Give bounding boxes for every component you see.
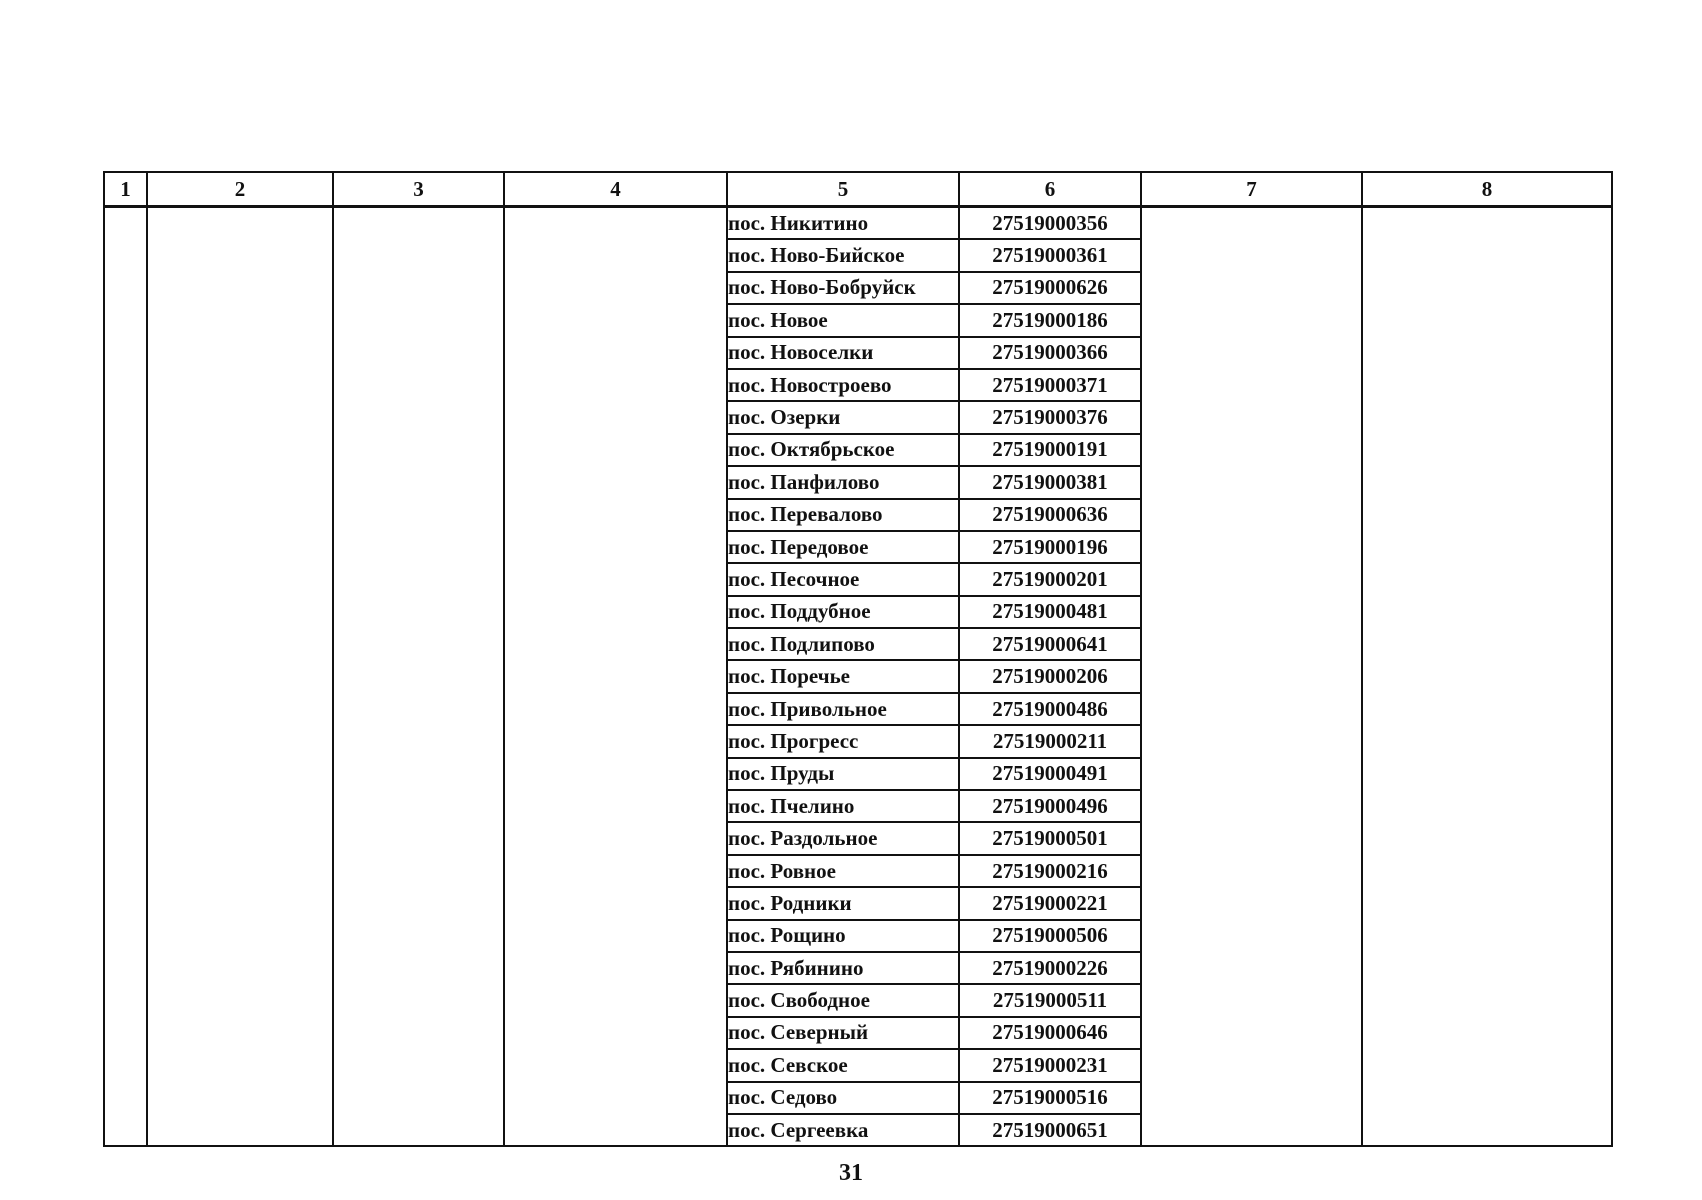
empty-column-7-cell [1141, 207, 1362, 1147]
settlement-name-cell: пос. Поддубное [727, 596, 959, 628]
column-header-8: 8 [1362, 172, 1612, 207]
page-number: 31 [839, 1160, 863, 1186]
settlement-name-cell: пос. Панфилово [727, 466, 959, 498]
settlement-name-cell: пос. Пчелино [727, 790, 959, 822]
header-row [104, 172, 1612, 207]
settlement-name-cell: пос. Новоселки [727, 337, 959, 369]
table-body [104, 207, 1612, 1147]
settlement-name-cell: пос. Новостроево [727, 369, 959, 401]
settlement-name-cell: пос. Ново-Бийское [727, 239, 959, 271]
settlement-name-cell: пос. Свободное [727, 984, 959, 1016]
settlement-name-cell: пос. Ново-Бобруйск [727, 272, 959, 304]
empty-column-2-cell [147, 207, 333, 1147]
oktmo-code-cell: 27519000216 [959, 855, 1141, 887]
oktmo-code-cell: 27519000381 [959, 466, 1141, 498]
settlement-name-cell: пос. Подлипово [727, 628, 959, 660]
settlement-name-cell: пос. Раздольное [727, 822, 959, 854]
oktmo-code-cell: 27519000376 [959, 401, 1141, 433]
settlement-name-cell: пос. Седово [727, 1082, 959, 1114]
settlement-name-cell: пос. Привольное [727, 693, 959, 725]
oktmo-code-cell: 27519000211 [959, 725, 1141, 757]
table-row [104, 207, 1612, 240]
oktmo-code-cell: 27519000226 [959, 952, 1141, 984]
column-header-2: 2 [147, 172, 333, 207]
oktmo-code-cell: 27519000201 [959, 563, 1141, 595]
empty-column-8-cell [1362, 207, 1612, 1147]
oktmo-code-cell: 27519000186 [959, 304, 1141, 336]
column-header-7: 7 [1141, 172, 1362, 207]
column-header-1: 1 [104, 172, 147, 207]
settlement-name-cell: пос. Передовое [727, 531, 959, 563]
settlements-table [103, 171, 1613, 1147]
column-header-3: 3 [333, 172, 504, 207]
empty-column-4-cell [504, 207, 727, 1147]
oktmo-code-cell: 27519000626 [959, 272, 1141, 304]
oktmo-code-cell: 27519000486 [959, 693, 1141, 725]
oktmo-code-cell: 27519000206 [959, 660, 1141, 692]
settlement-name-cell: пос. Северный [727, 1017, 959, 1049]
oktmo-code-cell: 27519000366 [959, 337, 1141, 369]
oktmo-code-cell: 27519000356 [959, 207, 1141, 240]
table-header [104, 172, 1612, 207]
settlement-name-cell: пос. Сергеевка [727, 1114, 959, 1146]
settlement-name-cell: пос. Пруды [727, 758, 959, 790]
oktmo-code-cell: 27519000651 [959, 1114, 1141, 1146]
oktmo-code-cell: 27519000646 [959, 1017, 1141, 1049]
settlement-name-cell: пос. Родники [727, 887, 959, 919]
settlement-name-cell: пос. Озерки [727, 401, 959, 433]
oktmo-code-cell: 27519000506 [959, 920, 1141, 952]
oktmo-code-cell: 27519000231 [959, 1049, 1141, 1081]
oktmo-code-cell: 27519000191 [959, 434, 1141, 466]
settlement-name-cell: пос. Новое [727, 304, 959, 336]
settlement-name-cell: пос. Поречье [727, 660, 959, 692]
empty-column-1-cell [104, 207, 147, 1147]
empty-column-3-cell [333, 207, 504, 1147]
settlement-name-cell: пос. Ровное [727, 855, 959, 887]
settlement-name-cell: пос. Прогресс [727, 725, 959, 757]
oktmo-code-cell: 27519000636 [959, 499, 1141, 531]
settlement-name-cell: пос. Перевалово [727, 499, 959, 531]
oktmo-code-cell: 27519000516 [959, 1082, 1141, 1114]
oktmo-code-cell: 27519000221 [959, 887, 1141, 919]
settlement-name-cell: пос. Рябинино [727, 952, 959, 984]
oktmo-code-cell: 27519000641 [959, 628, 1141, 660]
column-header-4: 4 [504, 172, 727, 207]
settlement-name-cell: пос. Рощино [727, 920, 959, 952]
oktmo-code-cell: 27519000511 [959, 984, 1141, 1016]
column-header-6: 6 [959, 172, 1141, 207]
oktmo-code-cell: 27519000491 [959, 758, 1141, 790]
oktmo-code-cell: 27519000371 [959, 369, 1141, 401]
settlement-name-cell: пос. Октябрьское [727, 434, 959, 466]
oktmo-code-cell: 27519000481 [959, 596, 1141, 628]
oktmo-code-cell: 27519000196 [959, 531, 1141, 563]
settlement-name-cell: пос. Никитино [727, 207, 959, 240]
oktmo-code-cell: 27519000496 [959, 790, 1141, 822]
column-header-5: 5 [727, 172, 959, 207]
oktmo-code-cell: 27519000501 [959, 822, 1141, 854]
oktmo-code-cell: 27519000361 [959, 239, 1141, 271]
settlement-name-cell: пос. Севское [727, 1049, 959, 1081]
settlement-name-cell: пос. Песочное [727, 563, 959, 595]
